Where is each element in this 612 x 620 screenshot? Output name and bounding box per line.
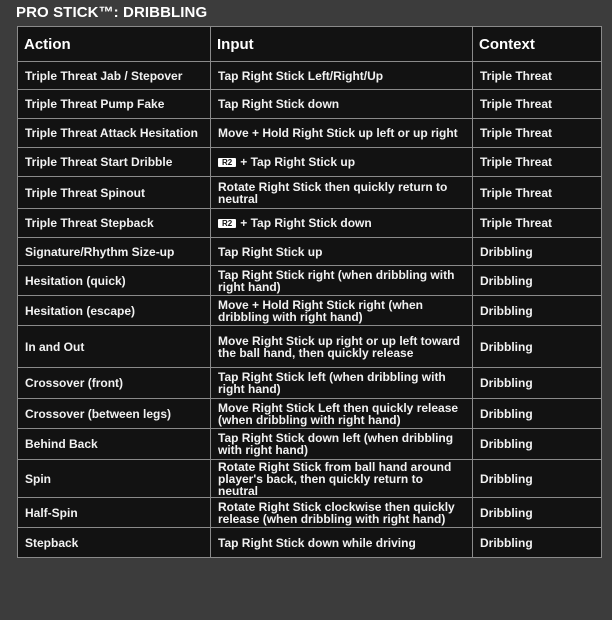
context-cell: Dribbling (473, 498, 602, 528)
action-cell: Triple Threat Attack Hesitation (18, 119, 211, 148)
input-text: Tap Right Stick right (when dribbling with right hand) (218, 267, 455, 294)
input-text: Tap Right Stick down (218, 97, 340, 111)
action-cell: In and Out (18, 326, 211, 368)
action-cell: Triple Threat Start Dribble (18, 148, 211, 177)
context-cell: Triple Threat (473, 209, 602, 238)
input-text: + Tap Right Stick down (240, 216, 372, 230)
input-text: Move Right Stick Left then quickly release (when dribbling with right hand) (218, 400, 459, 427)
table-row (18, 266, 602, 296)
context-cell: Dribbling (473, 238, 602, 266)
table-body (18, 62, 602, 558)
input-cell (211, 209, 473, 238)
action-cell: Half-Spin (18, 498, 211, 528)
table-row (18, 62, 602, 90)
input-cell (211, 368, 473, 399)
input-text: Rotate Right Stick from ball hand around player's back, then quickly return to neutral (218, 459, 452, 498)
table-row (18, 498, 602, 528)
action-cell: Stepback (18, 528, 211, 558)
input-text: Move Right Stick up right or up left toward the ball hand, then quickly release (218, 333, 460, 360)
context-cell: Dribbling (473, 399, 602, 429)
table-row (18, 368, 602, 399)
table-row (18, 429, 602, 460)
input-cell (211, 177, 473, 209)
action-cell: Crossover (front) (18, 368, 211, 399)
context-cell: Triple Threat (473, 90, 602, 119)
context-cell: Dribbling (473, 368, 602, 399)
context-cell: Dribbling (473, 266, 602, 296)
header-input: Input (211, 27, 473, 62)
table-row (18, 326, 602, 368)
input-cell (211, 399, 473, 429)
input-cell (211, 148, 473, 177)
action-cell: Triple Threat Stepback (18, 209, 211, 238)
context-cell: Triple Threat (473, 148, 602, 177)
input-text: Tap Right Stick Left/Right/Up (218, 68, 384, 83)
controls-table-container (17, 26, 601, 558)
input-cell (211, 498, 473, 528)
table-row (18, 119, 602, 148)
input-text: Tap Right Stick left (when dribbling with right hand) (218, 370, 446, 396)
input-text: Tap Right Stick up (218, 244, 323, 259)
controls-table (17, 26, 602, 558)
context-cell: Dribbling (473, 460, 602, 498)
input-cell (211, 266, 473, 296)
context-cell: Triple Threat (473, 62, 602, 90)
input-text: Rotate Right Stick then quickly return to neutral (218, 179, 448, 206)
page-title: PRO STICK™: DRIBBLING (16, 4, 208, 21)
table-row (18, 460, 602, 498)
input-text: Move + Hold Right Stick right (when dribbling with right hand) (218, 297, 424, 324)
input-cell (211, 62, 473, 90)
r2-button-icon: R2 (218, 158, 236, 167)
action-cell: Triple Threat Pump Fake (18, 90, 211, 119)
context-cell: Triple Threat (473, 119, 602, 148)
input-cell (211, 238, 473, 266)
input-text: Tap Right Stick down while driving (218, 535, 416, 550)
table-header-row (18, 27, 602, 62)
input-cell (211, 460, 473, 498)
input-text: + Tap Right Stick up (240, 155, 356, 169)
header-action: Action (18, 27, 211, 62)
context-cell: Dribbling (473, 296, 602, 326)
table-row (18, 209, 602, 238)
action-cell: Signature/Rhythm Size-up (18, 238, 211, 266)
table-row (18, 528, 602, 558)
action-cell: Crossover (between legs) (18, 399, 211, 429)
header-context: Context (473, 27, 602, 62)
action-cell: Triple Threat Jab / Stepover (18, 62, 211, 90)
table-row (18, 148, 602, 177)
action-cell: Hesitation (escape) (18, 296, 211, 326)
input-cell (211, 296, 473, 326)
input-cell (211, 429, 473, 460)
table-row (18, 399, 602, 429)
input-cell (211, 528, 473, 558)
action-cell: Spin (18, 460, 211, 498)
action-cell: Triple Threat Spinout (18, 177, 211, 209)
input-text: Rotate Right Stick clockwise then quickly release (when dribbling with right hand) (218, 499, 455, 526)
input-text: Move + Hold Right Stick up left or up right (218, 126, 458, 140)
context-cell: Dribbling (473, 528, 602, 558)
context-cell: Dribbling (473, 326, 602, 368)
table-row (18, 296, 602, 326)
table-row (18, 177, 602, 209)
table-row (18, 238, 602, 266)
input-cell (211, 119, 473, 148)
input-cell (211, 90, 473, 119)
action-cell: Behind Back (18, 429, 211, 460)
input-text: Tap Right Stick down left (when dribbling with right hand) (218, 431, 454, 457)
r2-button-icon: R2 (218, 219, 236, 228)
table-row (18, 90, 602, 119)
context-cell: Triple Threat (473, 177, 602, 209)
action-cell: Hesitation (quick) (18, 266, 211, 296)
input-cell (211, 326, 473, 368)
context-cell: Dribbling (473, 429, 602, 460)
